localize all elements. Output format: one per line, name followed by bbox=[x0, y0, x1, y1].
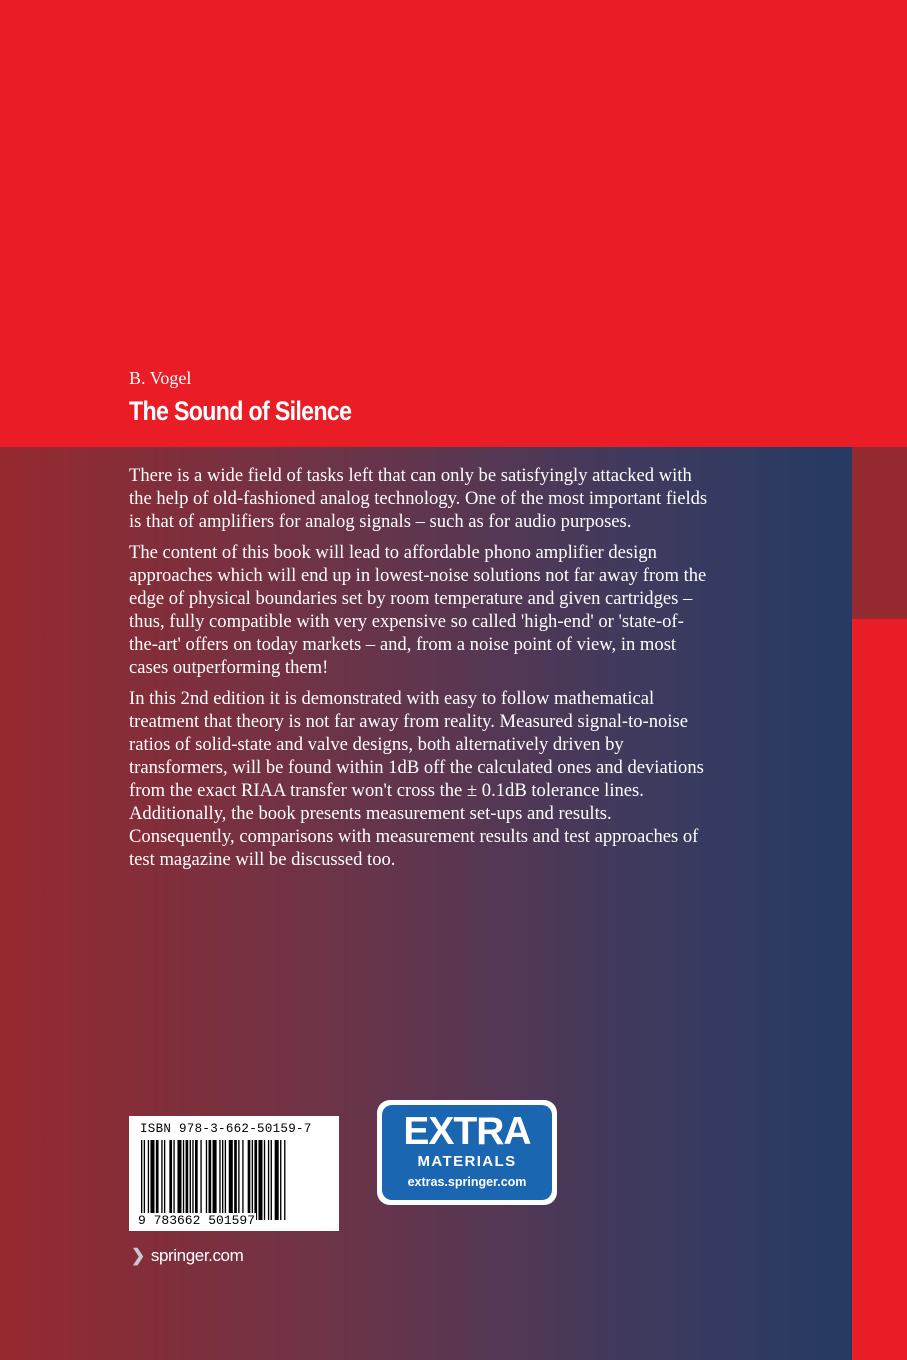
badge-materials-word: MATERIALS bbox=[417, 1153, 517, 1170]
barcode-bar bbox=[280, 1140, 281, 1220]
barcode-bar bbox=[200, 1140, 201, 1220]
barcode-bar bbox=[242, 1140, 243, 1220]
barcode-bar bbox=[225, 1140, 226, 1220]
spine-strip-red bbox=[852, 619, 907, 1360]
barcode-bar bbox=[258, 1140, 262, 1220]
barcode-bar bbox=[234, 1140, 237, 1220]
barcode-bar bbox=[238, 1140, 239, 1220]
badge-extra-word: EXTRA bbox=[403, 1110, 531, 1153]
barcode-bar bbox=[219, 1140, 220, 1220]
barcode-bar bbox=[173, 1140, 174, 1220]
extra-materials-badge bbox=[377, 1100, 557, 1205]
book-blurb bbox=[129, 464, 709, 879]
blurb-paragraph: There is a wide field of tasks left that can only be satisfyingly attacked with the help of old-fashioned analog technology. One of the most important fields is that of amplifiers for analog signals – such as for audio purposes. bbox=[129, 465, 708, 532]
book-title: The Sound of Silence bbox=[129, 396, 352, 426]
barcode-bar bbox=[169, 1140, 172, 1220]
barcode-bar bbox=[271, 1140, 272, 1220]
barcode-bar bbox=[164, 1140, 165, 1220]
author-name: B. Vogel bbox=[129, 368, 192, 388]
barcode-bar bbox=[209, 1140, 212, 1220]
spine-strip-dark bbox=[852, 447, 907, 619]
barcode-bar bbox=[206, 1140, 207, 1220]
barcode-number: 9 783662 501597 bbox=[138, 1213, 256, 1228]
barcode-bar bbox=[252, 1140, 253, 1220]
blurb-paragraph: The content of this book will lead to affordable phono amplifier design approaches which will end up in lowest-noise solutions not far away from the edge of physical boundaries set by room temperature and given cartridges – thus, fully compatible with very expensive so called 'high-end' or 'state-of-the-art' offers on today markets – and, from a noise point of view, in most cases outperforming them! bbox=[129, 542, 707, 678]
barcode-bar bbox=[144, 1140, 145, 1220]
barcode-bar bbox=[222, 1140, 223, 1220]
barcode-bar bbox=[268, 1140, 269, 1220]
barcode-bar bbox=[190, 1140, 191, 1220]
springer-link-text: springer.com bbox=[150, 1246, 244, 1265]
chevron-right-icon: ❯ bbox=[131, 1246, 145, 1265]
barcode-bar bbox=[248, 1140, 251, 1220]
barcode-bar bbox=[177, 1140, 181, 1220]
barcode-bar bbox=[229, 1140, 233, 1220]
badge-url: extras.springer.com bbox=[407, 1175, 527, 1189]
barcode-bar bbox=[156, 1140, 159, 1220]
barcode-bar bbox=[148, 1140, 149, 1220]
blurb-paragraph: In this 2nd edition it is demonstrated with easy to follow mathematical treatment that theory is not far away from reality. Measured signal-to-noise ratios of solid-state and valve designs, both alternatively driven by transformers, will be found within 1dB off the calculated ones and deviations from the exact RIAA transfer won't cross the ± 0.1dB tolerance lines. Additionally, the book presents measurement set-ups and results. Consequently, comparisons with measurement results and test approaches of test magazine will be discussed too. bbox=[129, 688, 704, 870]
barcode-bar bbox=[141, 1140, 142, 1220]
barcode-bar bbox=[254, 1140, 257, 1220]
isbn-label: ISBN 978-3-662-50159-7 bbox=[140, 1122, 312, 1136]
barcode-bars bbox=[135, 1140, 333, 1220]
barcode-bar bbox=[161, 1140, 162, 1220]
barcode-bar bbox=[195, 1140, 198, 1220]
barcode-bar bbox=[150, 1140, 154, 1220]
barcode-bar bbox=[275, 1140, 279, 1220]
barcode-bar bbox=[213, 1140, 217, 1220]
barcode-bar bbox=[192, 1140, 193, 1220]
extra-materials-badge-inner bbox=[382, 1105, 552, 1200]
barcode-bar bbox=[183, 1140, 184, 1220]
springer-link[interactable] bbox=[131, 1246, 243, 1266]
isbn-barcode bbox=[129, 1116, 339, 1231]
barcode-bar bbox=[186, 1140, 189, 1220]
barcode-bar bbox=[264, 1140, 265, 1220]
barcode-bar bbox=[284, 1140, 285, 1220]
